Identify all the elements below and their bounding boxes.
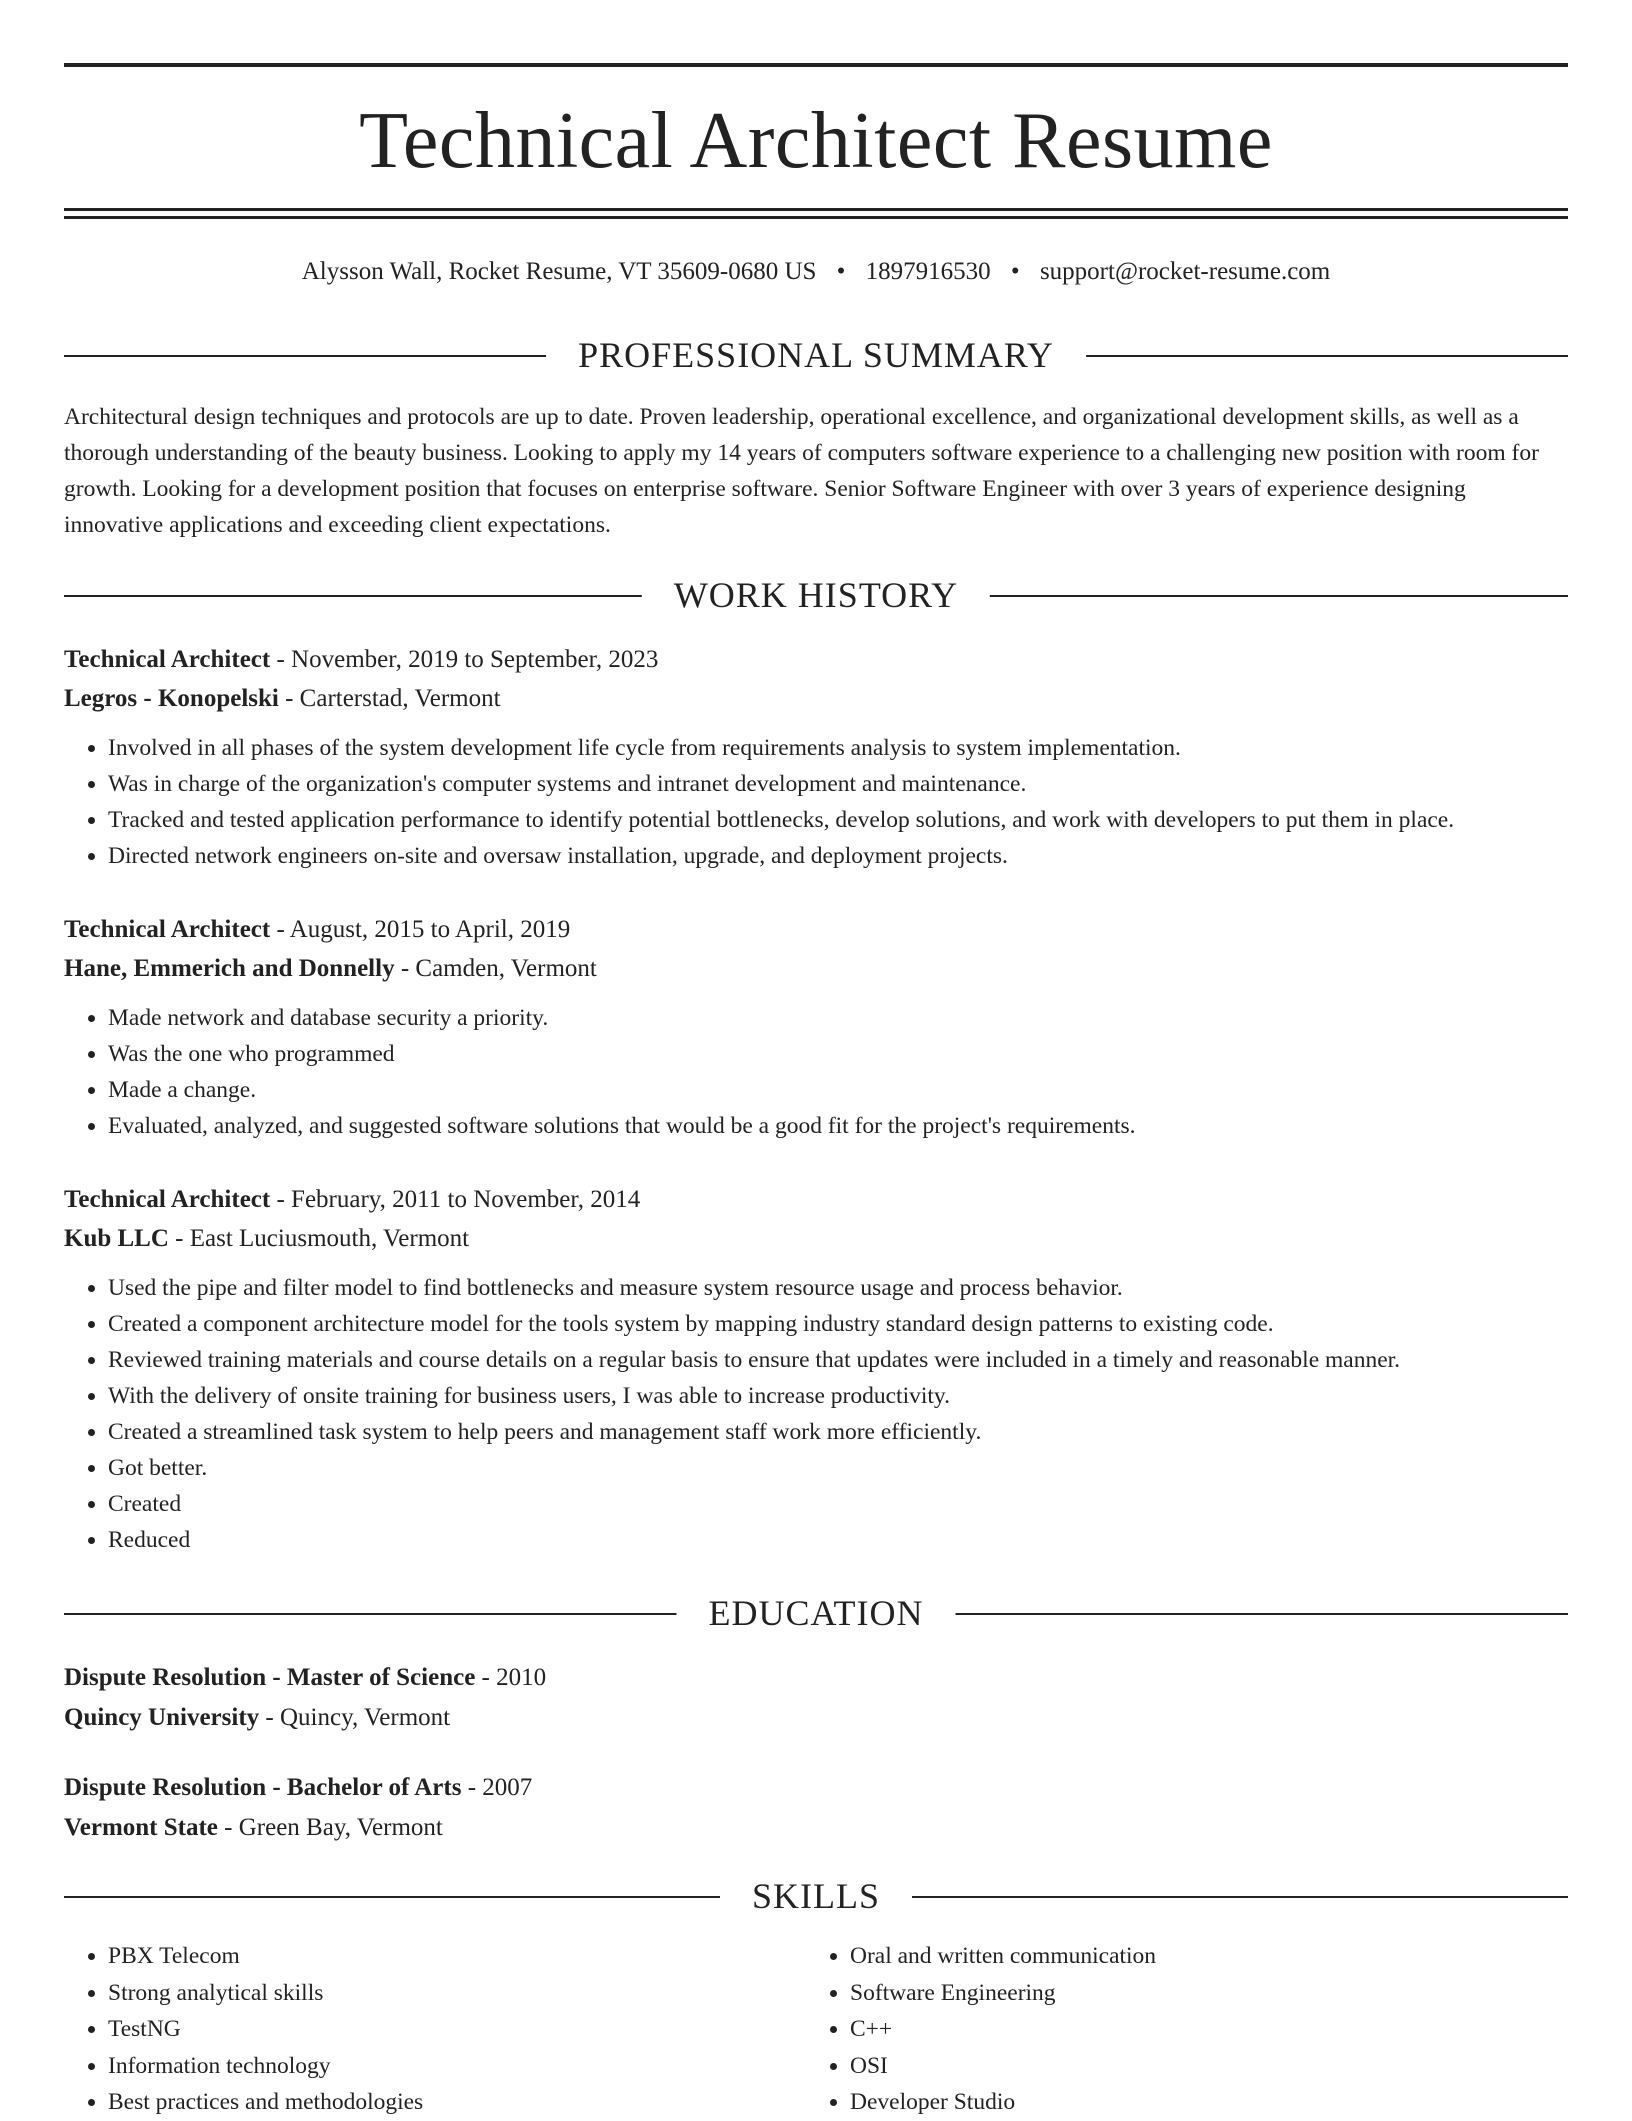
job-company: Hane, Emmerich and Donnelly [64,955,395,982]
education-entry [64,1658,1568,1738]
skill-item: • TestNG [108,2011,423,2048]
job-company: Kub LLC [64,1225,169,1252]
job-dates: - November, 2019 to September, 2023 [270,646,659,673]
job-bullet: • Reduced [108,1522,1568,1558]
job-bullet: • Was the one who programmed [108,1036,1568,1072]
job-bullet: • Used the pipe and filter model to find bottlenecks and measure system resource usage and process behavior. [108,1270,1568,1306]
skill-item: • Software Engineering [850,1975,1156,2012]
job-bullet: • With the delivery of onsite training for business users, I was able to increase productivity. [108,1378,1568,1414]
job-bullets [64,730,1568,874]
job-company: Legros - Konopelski [64,685,279,712]
job-title: Technical Architect [64,916,271,943]
job-bullet: • Got better. [108,1450,1568,1486]
contact-separator: • [836,258,846,285]
job-location: - Carterstad, Vermont [278,685,501,712]
section-heading-work-history [64,570,1568,620]
section-title: WORK HISTORY [642,570,990,620]
education-school: Vermont State [64,1814,218,1841]
job-company-line [64,679,1568,718]
skills-list-left [64,1938,423,2121]
summary-text: Architectural design techniques and protocols are up to date. Proven leadership, operational excellence, and organizational development skills, as well as a thorough understanding of the beauty business. Looking to apply my 14 years of computers software experience to a challenging new position with room for growth. Looking for a development position that focuses on enterprise software. Senior Software Engineer with over 3 years of experience designing innovative applications and exceeding client expectations. [64,404,1539,538]
skill-item: • Best practices and methodologies [108,2084,423,2121]
job-dates: - August, 2015 to April, 2019 [270,916,571,943]
education-year: - 2007 [461,1774,533,1801]
education-school: Quincy University [64,1704,260,1731]
job-company-line [64,949,1568,988]
job-location: - Camden, Vermont [394,955,597,982]
job-dates: - February, 2011 to November, 2014 [270,1186,641,1213]
job-title: Technical Architect [64,646,271,673]
job-location: - East Luciusmouth, Vermont [168,1225,470,1252]
job-entry [64,640,1568,874]
title-rule-lower [64,216,1568,219]
skills-list-right [806,1938,1156,2121]
top-rule [64,63,1568,67]
section-title: EDUCATION [677,1588,956,1638]
job-bullet: • Was in charge of the organization's computer systems and intranet development and maintenance. [108,766,1568,802]
section-title: SKILLS [720,1871,912,1921]
education-degree-line [64,1768,1568,1808]
job-bullet: • Created [108,1486,1568,1522]
education-year: - 2010 [475,1664,547,1691]
job-bullet: • Reviewed training materials and course details on a regular basis to ensure that updates were included in a timely and reasonable manner. [108,1342,1568,1378]
job-bullet: • Made network and database security a priority. [108,1000,1568,1036]
skill-item: • C++ [850,2011,1156,2048]
skill-item: • OSI [850,2048,1156,2085]
education-location: - Green Bay, Vermont [217,1814,443,1841]
job-bullets [64,1270,1568,1558]
contact-line [64,254,1568,290]
job-bullet: • Created a component architecture model for the tools system by mapping industry standard design patterns to existing code. [108,1306,1568,1342]
skill-item: • Information technology [108,2048,423,2085]
section-heading-skills [64,1871,1568,1921]
skill-item: • Strong analytical skills [108,1975,423,2012]
job-bullet: • Created a streamlined task system to help peers and management staff work more efficiently. [108,1414,1568,1450]
section-title: PROFESSIONAL SUMMARY [546,330,1086,380]
contact-separator: • [1010,258,1020,285]
skill-item: • PBX Telecom [108,1938,423,1975]
skill-item: • Developer Studio [850,2084,1156,2121]
education-degree-line [64,1658,1568,1698]
contact-phone: 1897916530 [865,258,991,285]
job-entry [64,910,1568,1144]
job-title-line [64,910,1568,949]
job-bullet: • Tracked and tested application performance to identify potential bottlenecks, develop solutions, and work with developers to put them in place. [108,802,1568,838]
job-title-line [64,1180,1568,1219]
job-title-line [64,640,1568,679]
contact-email: support@rocket-resume.com [1039,258,1331,285]
education-degree: Dispute Resolution - Master of Science [64,1664,476,1691]
skill-item: • Oral and written communication [850,1938,1156,1975]
section-heading-summary [64,330,1568,380]
job-company-line [64,1219,1568,1258]
education-degree: Dispute Resolution - Bachelor of Arts [64,1774,462,1801]
education-location: - Quincy, Vermont [259,1704,451,1731]
job-bullets [64,1000,1568,1144]
contact-address: Alysson Wall, Rocket Resume, VT 35609-0680 US [301,258,817,285]
job-bullet: • Evaluated, analyzed, and suggested software solutions that would be a good fit for the project's requirements. [108,1108,1568,1144]
job-entry [64,1180,1568,1558]
title-rule-upper [64,208,1568,211]
job-bullet: • Directed network engineers on-site and oversaw installation, upgrade, and deployment projects. [108,838,1568,874]
resume-title: Technical Architect Resume [359,97,1273,185]
education-entry [64,1768,1568,1848]
education-school-line [64,1808,1568,1848]
section-heading-education [64,1588,1568,1638]
education-school-line [64,1698,1568,1738]
job-title: Technical Architect [64,1186,271,1213]
job-bullet: • Made a change. [108,1072,1568,1108]
job-bullet: • Involved in all phases of the system development life cycle from requirements analysis to system implementation. [108,730,1568,766]
